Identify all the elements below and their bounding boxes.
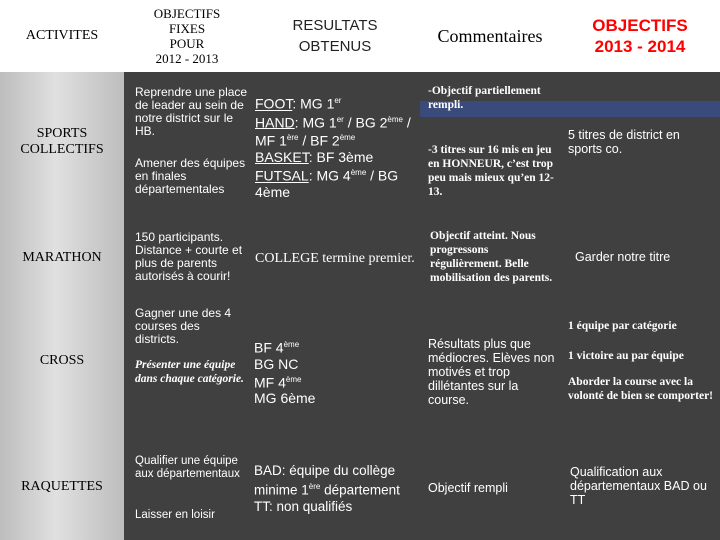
header-objectifs: OBJECTIFS FIXES POUR 2012 - 2013 bbox=[124, 0, 250, 72]
marathon-category-label: MARATHON bbox=[22, 250, 102, 265]
raquettes-comment: Objectif rempli bbox=[428, 481, 508, 495]
cross-goal-1: 1 équipe par catégorie bbox=[568, 320, 677, 332]
raquettes-goal: Qualification aux départementaux BAD ou TT bbox=[570, 465, 707, 507]
cross-category-label: CROSS bbox=[39, 353, 85, 368]
header-commentaires: Commentaires bbox=[420, 0, 560, 72]
sports-results: FOOT: MG 1er HAND: MG 1er / BG 2ème / MF 1ère / BF 2ème BASKET: BF 3ème FUTSAL: MG 4ème / BG 4ème bbox=[255, 95, 411, 200]
raquettes-objective-1: Qualifier une équipe aux départementaux bbox=[135, 455, 240, 480]
cross-goal-2: 1 victoire au par équipe bbox=[568, 350, 684, 362]
cross-category-bg bbox=[0, 302, 124, 436]
marathon-comment: Objectif atteint. Nous progressons régulièrement. Belle mobilisation des parents. bbox=[430, 230, 553, 284]
sports-category-label: SPORTS COLLECTIFS bbox=[20, 126, 104, 157]
header-objectifs-next: OBJECTIFS 2013 - 2014 bbox=[560, 0, 720, 72]
sports-comment-1: -Objectif partiellement rempli. bbox=[428, 85, 541, 111]
raquettes-objective-2: Laisser en loisir bbox=[135, 509, 215, 521]
marathon-result: COLLEGE termine premier. bbox=[255, 251, 415, 266]
cross-objective-2: Présenter une équipe dans chaque catégorie. bbox=[135, 359, 244, 385]
header-resultats: RESULTATS OBTENUS bbox=[250, 0, 420, 72]
marathon-objective: 150 participants. Distance + courte et plus de parents autorisés à courir! bbox=[135, 230, 243, 283]
cross-goal-3: Aborder la course avec la volonté de bien se comporter! bbox=[568, 376, 713, 402]
raquettes-category-label: RAQUETTES bbox=[21, 479, 103, 494]
raquettes-objectives-bg bbox=[124, 436, 250, 540]
sports-objective-1: Reprendre une place de leader au sein de notre district sur le HB. bbox=[135, 85, 248, 138]
cross-comment: Résultats plus que médiocres. Elèves non motivés et trop dillétantes sur la course. bbox=[428, 337, 555, 407]
header-activites: ACTIVITES bbox=[0, 0, 124, 72]
sports-comment-2: -3 titres sur 16 mis en jeu en HONNEUR, c’est trop peu mais mieux qu’en 12-13. bbox=[428, 144, 554, 198]
sports-objective-2: Amener des équipes en finales départementales bbox=[135, 156, 246, 196]
sports-goal: 5 titres de district en sports co. bbox=[568, 128, 680, 156]
cross-objective-1: Gagner une des 4 courses des districts. bbox=[135, 306, 232, 346]
cross-results: BF 4ème BG NC MF 4ème MG 6ème bbox=[254, 339, 316, 407]
raquettes-results: BAD: équipe du collège minime 1ère département TT: non qualifiés bbox=[254, 463, 400, 514]
marathon-goal: Garder notre titre bbox=[575, 250, 671, 264]
